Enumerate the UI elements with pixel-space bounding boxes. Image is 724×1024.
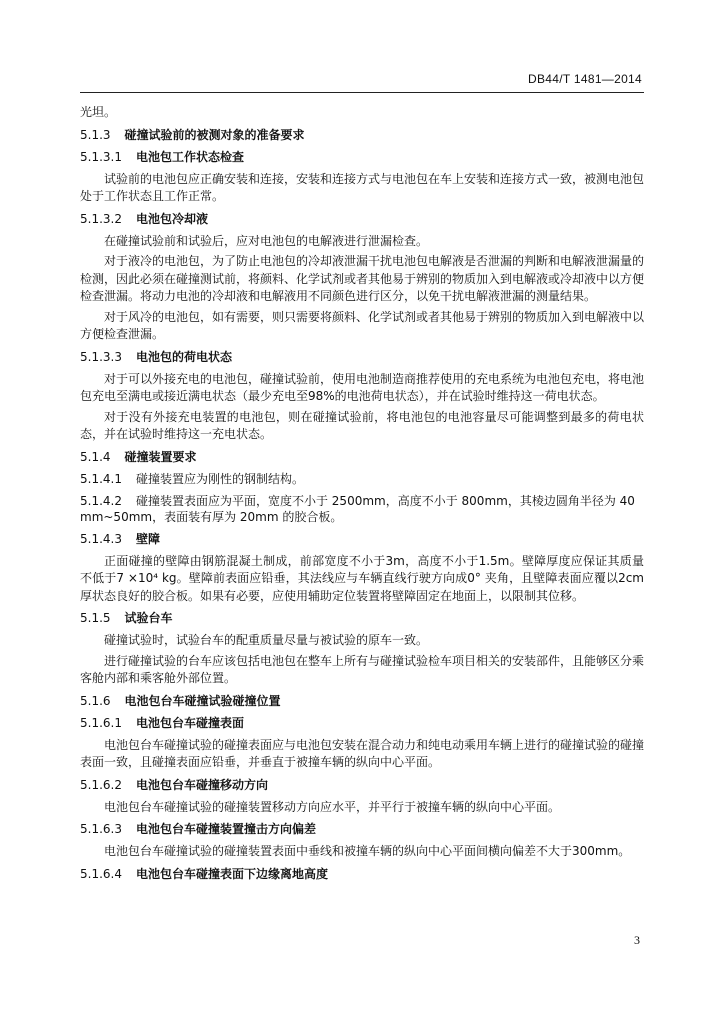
- section-number: 5.1.6: [80, 693, 111, 708]
- section-title: 电池包冷却液: [135, 211, 208, 226]
- header-rule: [80, 92, 644, 93]
- section-heading: [80, 449, 644, 465]
- section-heading: [80, 610, 644, 626]
- section-heading: [80, 493, 644, 525]
- section-title: 电池包台车碰撞移动方向: [135, 777, 268, 792]
- paragraph: 电池包台车碰撞试验的碰撞装置移动方向应水平，并平行于被撞车辆的纵向中心平面。: [104, 799, 561, 814]
- section-heading: [80, 149, 644, 165]
- section-number: 5.1.3.2: [80, 211, 122, 226]
- section-title: 电池包工作状态检查: [135, 149, 244, 164]
- paragraph: 在碰撞试验前和试验后，应对电池包的电解液进行泄漏检查。: [104, 233, 429, 248]
- section-number: 5.1.6.1: [80, 715, 122, 730]
- section-number: 5.1.5: [80, 611, 111, 625]
- page-number: 3: [634, 933, 640, 947]
- section-heading: [80, 777, 644, 793]
- section-heading: [80, 211, 644, 227]
- section-number: 5.1.4.2: [80, 493, 122, 508]
- section-title: 碰撞装置要求: [124, 449, 197, 464]
- section-number: 5.1.3: [80, 127, 111, 142]
- paragraph: 正面碰撞的壁障由钢筋混凝土制成，前部宽度不小于3m，高度不小于1.5m。壁障厚度应保证其质量不低于7 ×10⁴ kg。壁障前表面应铅垂，其法线应与车辆直线行驶方向成0° 夹角，且壁障表面应覆以2cm厚状态良好的胶合板。如果有必要，应使用辅助定位装置将壁障固定在地面上，以限制其位移。: [80, 553, 644, 603]
- section-number: 5.1.3.3: [80, 349, 122, 364]
- paragraph: 光坦。: [80, 105, 117, 119]
- paragraph: 试验前的电池包应正确安装和连接，安装和连接方式与电池包在车上安装和连接方式一致，被测电池包处于工作状态且工作正常。: [80, 171, 645, 203]
- section-number: 5.1.4: [80, 449, 111, 464]
- document-code: DB44/T 1481—2014: [528, 72, 642, 86]
- section-heading: [80, 866, 644, 882]
- section-heading: [80, 821, 644, 837]
- section-title: 电池包台车碰撞试验碰撞位置: [124, 693, 281, 708]
- section-title: 电池包台车碰撞表面下边缘离地高度: [135, 866, 328, 881]
- section-title: 壁障: [135, 531, 160, 546]
- section-title: 碰撞装置表面应为平面，宽度不小于 2500mm，高度不小于 800mm，其棱边圆角半径为 40 mm~50mm，表面装有厚为 20mm 的胶合板。: [80, 493, 635, 524]
- section-number: 5.1.4.1: [80, 471, 122, 486]
- paragraph: 电池包台车碰撞试验的碰撞装置表面中垂线和被撞车辆的纵向中心平面间横向偏差不大于300mm。: [104, 844, 631, 858]
- paragraph: 对于液冷的电池包，为了防止电池包的冷却液泄漏干扰电池包电解液是否泄漏的判断和电解液泄漏量的检测，因此必须在碰撞测试前，将颜料、化学试剂或者其他易于辨别的物质加入到电解液或冷却液中以方便检查泄漏。将动力电池的冷却液和电解液用不同颜色进行区分，以免干扰电解液泄漏的测量结果。: [80, 254, 645, 303]
- section-number: 5.1.3.1: [80, 149, 122, 164]
- section-heading: [80, 127, 644, 143]
- section-number: 5.1.6.2: [80, 777, 122, 792]
- paragraph: 对于可以外接充电的电池包，碰撞试验前，使用电池制造商推荐使用的充电系统为电池包充电，将电池包充电至满电或接近满电状态（最少充电至98%的电池荷电状态），并在试验时维持这一荷电状态。: [80, 371, 645, 403]
- section-title: 电池包台车碰撞表面: [135, 715, 244, 730]
- section-title: 碰撞试验前的被测对象的准备要求: [124, 127, 305, 142]
- paragraph: 对于没有外接充电装置的电池包，则在碰撞试验前，将电池包的电池容量尽可能调整到最多的荷电状态，并在试验时维持这一充电状态。: [80, 409, 644, 441]
- section-number: 5.1.6.4: [80, 866, 122, 881]
- section-heading: [80, 715, 644, 731]
- section-title: 试验台车: [124, 611, 173, 625]
- section-heading: [80, 531, 644, 547]
- paragraph: 对于风冷的电池包，如有需要，则只需要将颜料、化学试剂或者其他易于辨别的物质加入到电解液中以方便检查泄漏。: [80, 309, 645, 341]
- document-body: [80, 104, 644, 888]
- paragraph: 碰撞试验时，试验台车的配重质量尽量与被试验的原车一致。: [104, 633, 429, 647]
- section-heading: [80, 693, 644, 709]
- paragraph: 电池包台车碰撞试验的碰撞表面应与电池包安装在混合动力和纯电动乘用车辆上进行的碰撞试验的碰撞表面一致，且碰撞表面应铅垂，并垂直于被撞车辆的纵向中心平面。: [80, 737, 645, 769]
- section-number: 5.1.4.3: [80, 531, 122, 546]
- section-title: 电池包的荷电状态: [135, 349, 232, 364]
- section-number: 5.1.6.3: [80, 822, 122, 836]
- paragraph: 进行碰撞试验的台车应该包括电池包在整车上所有与碰撞试验检车项目相关的安装部件，且能够区分乘客舱内部和乘客舱外部位置。: [80, 653, 645, 685]
- section-title: 碰撞装置应为刚性的钢制结构。: [135, 471, 304, 486]
- section-title: 电池包台车碰撞装置撞击方向偏差: [135, 822, 316, 836]
- section-heading: [80, 349, 644, 365]
- section-heading: [80, 471, 644, 487]
